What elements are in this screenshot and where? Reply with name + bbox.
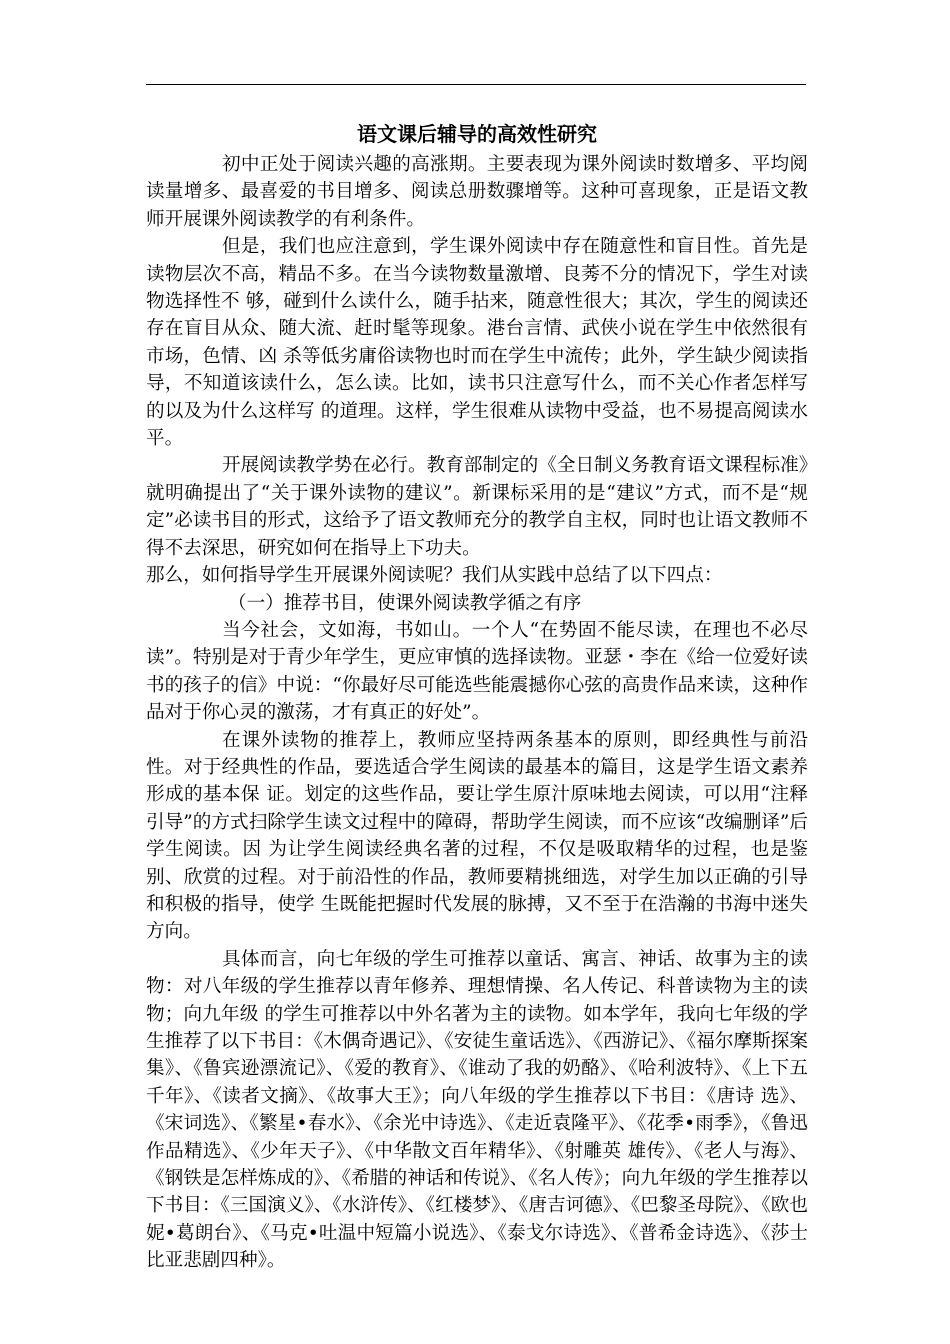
paragraph-intro: 初中正处于阅读兴趣的高涨期。主要表现为课外阅读时数增多、平均阅读量增多、最喜爱的书目增多、阅读总册数骤增等。这种可喜现象，正是语文教师开展课外阅读教学的有利条件。 — [146, 154, 808, 230]
paragraph-principles: 在课外读物的推荐上，教师应坚持两条基本的原则，即经典性与前沿性。对于经典性的作品，要选适合学生阅读的最基本的篇目，这是学生语文素养形成的基本保 证。划定的这些作品，要让学生原汁原味地去阅读，可以用“注释引导”的方式扫除学生读文过程中的障碍，帮助学生阅读，而不应该“改编删译”后学生阅读。因 为让学生阅读经典名著的过程，不仅是吸取精华的过程，也是鉴别、欣赏的过程。对于前沿性的作品，教师要精挑细选，对学生加以正确的引导和积极的指导，使学 生既能把握时代发展的脉搏，又不至于在浩瀚的书海中迷失方向。 — [146, 729, 808, 943]
paragraph-book-lists: 具体而言，向七年级的学生可推荐以童话、寓言、神话、故事为主的读物：对八年级的学生推荐以青年修养、理想情操、名人传记、科普读物为主的读物；向九年级 的学生可推荐以中外名著为主的读物。如本学年，我向七年级的学生推荐了以下书目：《木偶奇遇记》、《安徒生童话选》、《西游记》、《福尔摩斯探案集》、《鲁宾逊漂流记》、《爱的教育》、《谁动了我的奶酪》、《哈利波特》、《上下五千年》、《读者文摘》、《故事大王》；向八年级的学生推荐以下书目：《唐诗 选》、《宋词选》、《繁星•春水》、《余光中诗选》、《走近袁隆平》、《花季•雨季》，《鲁迅作品精选》、《少年天子》、《中华散文百年精华》、《射雕英 雄传》、《老人与海》、《钢铁是怎样炼成的》、《希腊的神话和传说》、《名人传》；向九年级的学生推荐以下书目：《三国演义》、《水浒传》、《红楼梦》、《唐吉诃德》、《巴黎圣母院》、《欧也妮•葛朗台》、《马克•吐温中短篇小说选》、《泰戈尔诗选》、《普希金诗选》、《莎士比亚悲剧四种》。 — [146, 948, 808, 1272]
paragraph-necessity: 开展阅读教学势在必行。教育部制定的《全日制义务教育语文课程标准》就明确提出了“关于课外读物的建议”。新课标采用的是“建议”方式，而不是“规定”必读书目的形式，这给予了语文教师充分的教学自主权，同时也让语文教师不得不去深思，研究如何在指导上下功夫。 — [146, 455, 808, 559]
paragraph-problems: 但是，我们也应注意到，学生课外阅读中存在随意性和盲目性。首先是读物层次不高，精品不多。在当今读物数量激增、良莠不分的情况下，学生对读物选择性不 够，碰到什么读什么，随手拈来，随意性很大；其次，学生的阅读还存在盲目从众、随大流、赶时髦等现象。港台言情、武侠小说在学生中依然很有市场，色情、凶 杀等低劣庸俗读物也时而在学生中流传；此外，学生缺少阅读指导，不知道该读什么，怎么读。比如，读书只注意写什么，而不关心作者怎样写的以及为什么这样写 的道理。这样，学生很难从读物中受益，也不易提高阅读水平。 — [146, 236, 808, 450]
paragraph-selection: 当今社会，文如海，书如山。一个人“在势固不能尽读，在理也不必尽读”。特别是对于青少年学生，更应审慎的选择读物。亚瑟・李在《给一位爱好读书的孩子的信》中说：“你最好尽可能选些能震撼你心弦的高贵作品来读，这种作品对于你心灵的激荡，才有真正的好处”。 — [146, 619, 808, 724]
document-body — [146, 118, 808, 1275]
section-heading-1: （一）推荐书目，使课外阅读教学循之有序 — [228, 592, 582, 614]
document-title: 语文课后辅导的高效性研究 — [357, 122, 597, 146]
paragraph-question: 那么，如何指导学生开展课外阅读呢？我们从实践中总结了以下四点： — [146, 565, 723, 587]
header-rule — [146, 84, 806, 85]
